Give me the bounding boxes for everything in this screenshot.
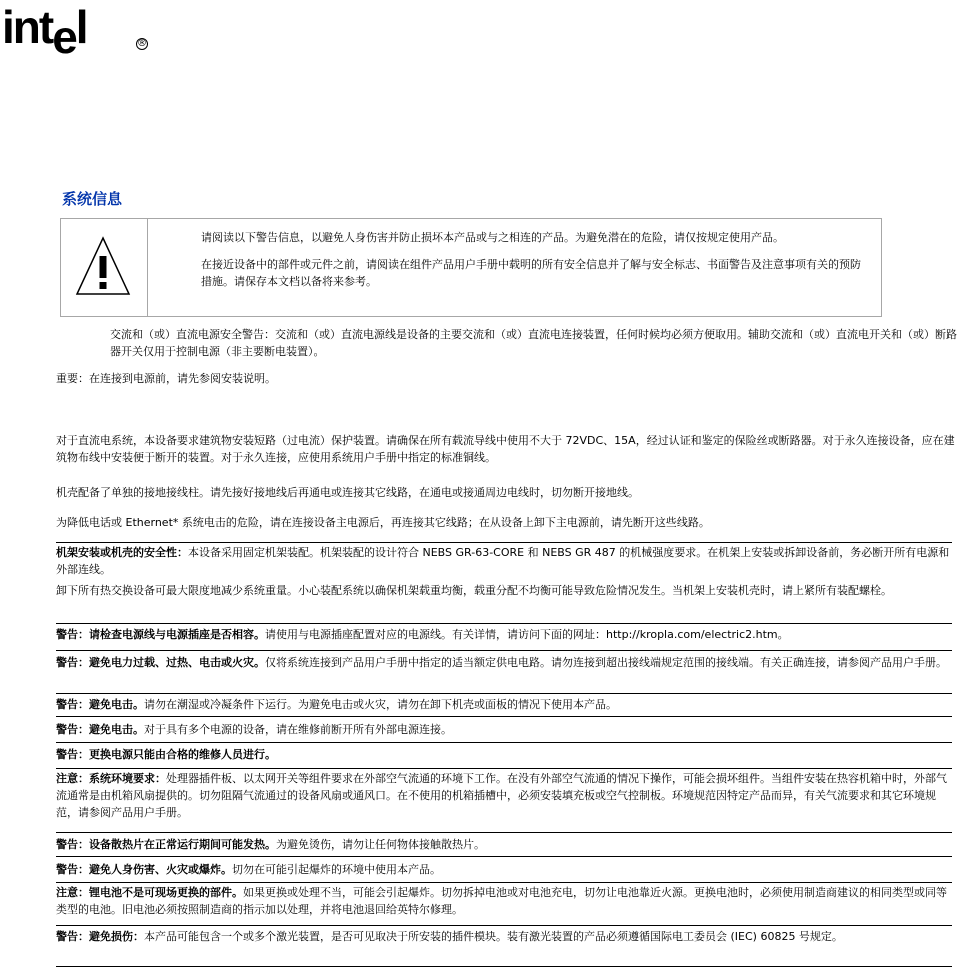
divider — [56, 742, 952, 743]
logo-wordmark: intel — [2, 1, 87, 63]
section-heatsink: 警告：设备散热片在正常运行期间可能发热。为避免烫伤，请勿让任何物体接触散热片。 — [56, 838, 485, 851]
divider — [56, 623, 952, 624]
registered-mark: ® — [137, 38, 147, 49]
divider — [56, 925, 952, 926]
power-safety-paragraph: 交流和（或）直流电源安全警告：交流和（或）直流电源线是设备的主要交流和（或）直流电连接装置，任何时候均必须方便取用。辅助交流和（或）直流电开关和（或）断路器开关仅用于控制电源（非主要断电装置）。 — [110, 328, 957, 358]
section-environment: 注意：系统环境要求：处理器插件板、以太网开关等组件要求在外部空气流通的环境下工作。在没有外部空气流通的情况下操作，可能会损坏组件。当组件安装在热容机箱中时，外部气流通常是由机箱风扇提供的。切勿阻隔气流通过的设备风扇或通风口。在不使用的机箱插槽中，必须安装填充板或空气控制板。环境规范因特定产品而异，有关气流要求和其它环境规范，请参阅产品用户手册。 — [56, 772, 947, 819]
divider — [56, 832, 952, 833]
shock-paragraph: 为降低电话或 Ethernet* 系统电击的危险，请在连接设备主电源后，再连接其它线路；在从设备上卸下主电源前，请先断开这些线路。 — [56, 516, 710, 529]
section-shock-2: 警告：避免电击。对于具有多个电源的设备，请在维修前断开所有外部电源连接。 — [56, 723, 452, 736]
page-title: 系统信息 — [62, 190, 123, 208]
section-shock-1: 警告：避免电击。请勿在潮湿或冷凝条件下运行。为避免电击或火灾，请勿在卸下机壳或面板的情况下使用本产品。 — [56, 698, 617, 711]
warning-triangle-icon — [73, 234, 133, 298]
divider — [56, 716, 952, 717]
section-replace-power: 警告：更换电源只能由合格的维修人员进行。 — [56, 748, 276, 761]
dc-system-paragraph: 对于直流电系统，本设备要求建筑物安装短路（过电流）保护装置。请确保在所有载流导线中使用不大于 72VDC、15A，经过认证和鉴定的保险丝或断路器。对于永久连接设备，应在建筑物布线中安装便于断开的装置。对于永久连接，应使用系统用户手册中指定的标准铜线。 — [56, 434, 955, 464]
divider — [56, 650, 952, 651]
divider — [56, 768, 952, 769]
divider — [56, 856, 952, 857]
intro-paragraph-1: 请阅读以下警告信息，以避免人身伤害并防止损坏本产品或与之相连的产品。为避免潜在的危险，请仅按规定使用产品。 — [201, 231, 784, 244]
intro-paragraph-2: 在接近设备中的部件或元件之前，请阅读在组件产品用户手册中载明的所有安全信息并了解与安全标志、书面警告及注意事项有关的预防措施。请保存本文档以备将来参考。 — [201, 258, 861, 288]
section-laser: 警告：避免损伤：本产品可能包含一个或多个激光装置，是否可见取决于所安装的插件模块。装有激光装置的产品必须遵循国际电工委员会 (IEC) 60825 号规定。 — [56, 930, 843, 943]
section-battery: 注意：锂电池不是可现场更换的部件。如果更换或处理不当，可能会引起爆炸。切勿拆掉电池或对电池充电，切勿让电池靠近火源。更换电池时，必须使用制造商建议的相同类型或同等类型的电池。旧电池必须按照制造商的指示加以处理，并将电池退回给英特尔修理。 — [56, 886, 947, 916]
section-power-cord: 警告：请检查电源线与电源插座是否相容。请使用与电源插座配置对应的电源线。有关详情，请访问下面的网址：http://kropla.com/electric2.htm。 — [56, 628, 789, 641]
section-rack: 机架安装或机壳的安全性：本设备采用固定机架装配。机架装配的设计符合 NEBS GR-63-CORE 和 NEBS GR 487 的机械强度要求。在机架上安装或拆卸设备前，务必断开所有电源和外部连线。 — [56, 546, 950, 576]
intel-logo — [2, 0, 162, 63]
ground-paragraph: 机壳配备了单独的接地接线柱。请先接好接地线后再通电或连接其它线路，在通电或接通周边电线时，切勿断开接地线。 — [56, 486, 639, 499]
divider — [56, 882, 952, 883]
warning-box — [60, 218, 882, 317]
section-rack-2: 卸下所有热交换设备可最大限度地减少系统重量。小心装配系统以确保机架载重均衡，载重分配不均衡可能导致危险情况发生。当机架上安装机壳时，请上紧所有装配螺栓。 — [56, 584, 892, 597]
warning-icon-cell — [61, 219, 148, 316]
divider — [56, 693, 952, 694]
divider — [56, 542, 952, 543]
divider — [56, 966, 952, 967]
important-note: 重要：在连接到电源前，请先参阅安装说明。 — [56, 372, 276, 385]
section-explosion: 警告：避免人身伤害、火灾或爆炸。切勿在可能引起爆炸的环境中使用本产品。 — [56, 863, 441, 876]
section-overload: 警告：避免电力过载、过热、电击或火灾。仅将系统连接到产品用户手册中指定的适当额定供电电路。请勿连接到超出接线端规定范围的接线端。有关正确连接，请参阅产品用户手册。 — [56, 656, 947, 669]
